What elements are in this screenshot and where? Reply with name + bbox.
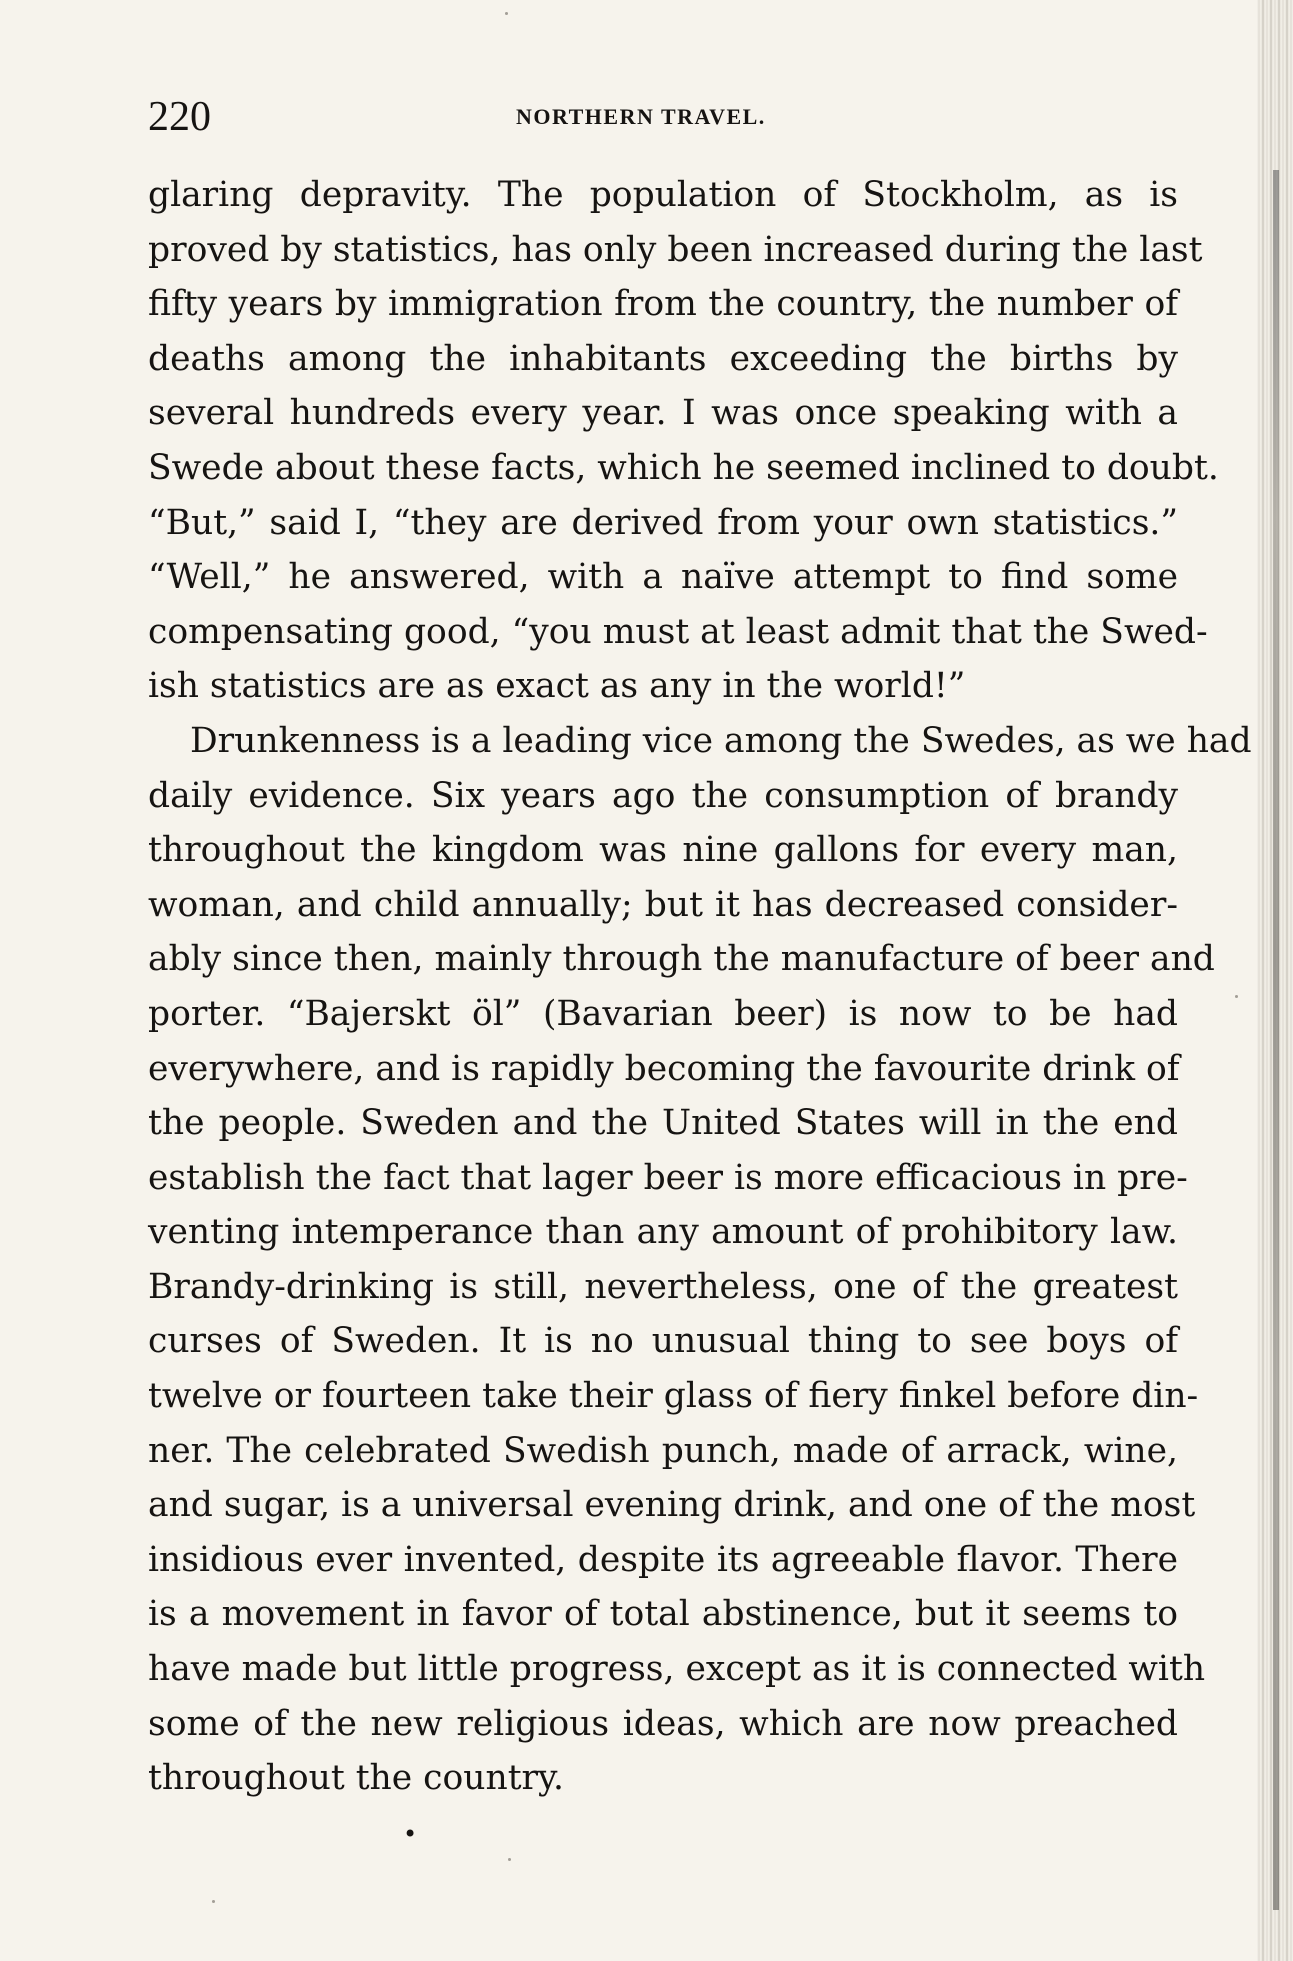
text-line: establish the fact that lager beer is more efficacious in pre-	[148, 1157, 1188, 1198]
text-line: insidious ever invented, despite its agreeable flavor. There	[148, 1539, 1178, 1580]
text-line: “But,” said I, “they are derived from your own statistics.”	[148, 502, 1178, 543]
text-line: Brandy-drinking is still, nevertheless, one of the greatest	[148, 1266, 1178, 1307]
text-line: daily evidence. Six years ago the consumption of brandy	[148, 775, 1178, 816]
paper-speck	[1235, 995, 1238, 998]
text-line: twelve or fourteen take their glass of fiery finkel before din-	[148, 1376, 1199, 1417]
body-text	[148, 168, 1252, 1806]
text-line: some of the new religious ideas, which are now preached	[148, 1703, 1178, 1744]
text-line: woman, and child annually; but it has decreased consider-	[148, 884, 1178, 925]
text-line: curses of Sweden. It is no unusual thing to see boys of	[148, 1321, 1178, 1362]
text-line: proved by statistics, has only been increased during the last	[148, 229, 1203, 270]
bullet-ornament: •	[403, 1820, 418, 1848]
text-line: ner. The celebrated Swedish punch, made of arrack, wine,	[148, 1430, 1178, 1471]
text-line: throughout the kingdom was nine gallons for every man,	[148, 830, 1178, 871]
paper-speck	[508, 1858, 511, 1861]
text-line: fifty years by immigration from the country, the number of	[148, 284, 1178, 325]
text-line: the people. Sweden and the United States will in the end	[148, 1103, 1178, 1144]
text-line: compensating good, “you must at least admit that the Swed-	[148, 611, 1208, 652]
paper-speck	[505, 12, 508, 15]
text-line: venting intemperance than any amount of prohibitory law.	[148, 1212, 1178, 1253]
paragraph-end-line: ish statistics are as exact as any in the world!”	[148, 666, 966, 707]
text-line: and sugar, is a universal evening drink, and one of the most	[148, 1485, 1196, 1526]
page-header	[148, 92, 1178, 142]
running-title: NORTHERN TRAVEL.	[516, 104, 766, 129]
text-line: is a movement in favor of total abstinence, but it seems to	[148, 1594, 1178, 1635]
text-line: Swede about these facts, which he seemed inclined to doubt.	[148, 447, 1219, 488]
page-number: 220	[148, 94, 211, 140]
paper-speck	[212, 1900, 215, 1903]
text-line: everywhere, and is rapidly becoming the favourite drink of	[148, 1048, 1180, 1089]
text-line: glaring depravity. The population of Stockholm, as is	[148, 175, 1178, 215]
paragraph-end-line: throughout the country.	[148, 1758, 564, 1799]
text-line: porter. “Bajerskt öl” (Bavarian beer) is now to be had	[148, 993, 1178, 1034]
text-line: have made but little progress, except as it is connected with	[148, 1649, 1206, 1690]
text-line: ably since then, mainly through the manufacture of beer and	[148, 939, 1215, 980]
page-binding-edge	[1273, 170, 1279, 1910]
text-line: several hundreds every year. I was once speaking with a	[148, 393, 1178, 434]
paragraph-start-line: Drunkenness is a leading vice among the Swedes, as we had	[190, 720, 1252, 761]
text-line: deaths among the inhabitants exceeding the births by	[148, 338, 1178, 379]
text-line: “Well,” he answered, with a naïve attempt to find some	[148, 557, 1178, 598]
